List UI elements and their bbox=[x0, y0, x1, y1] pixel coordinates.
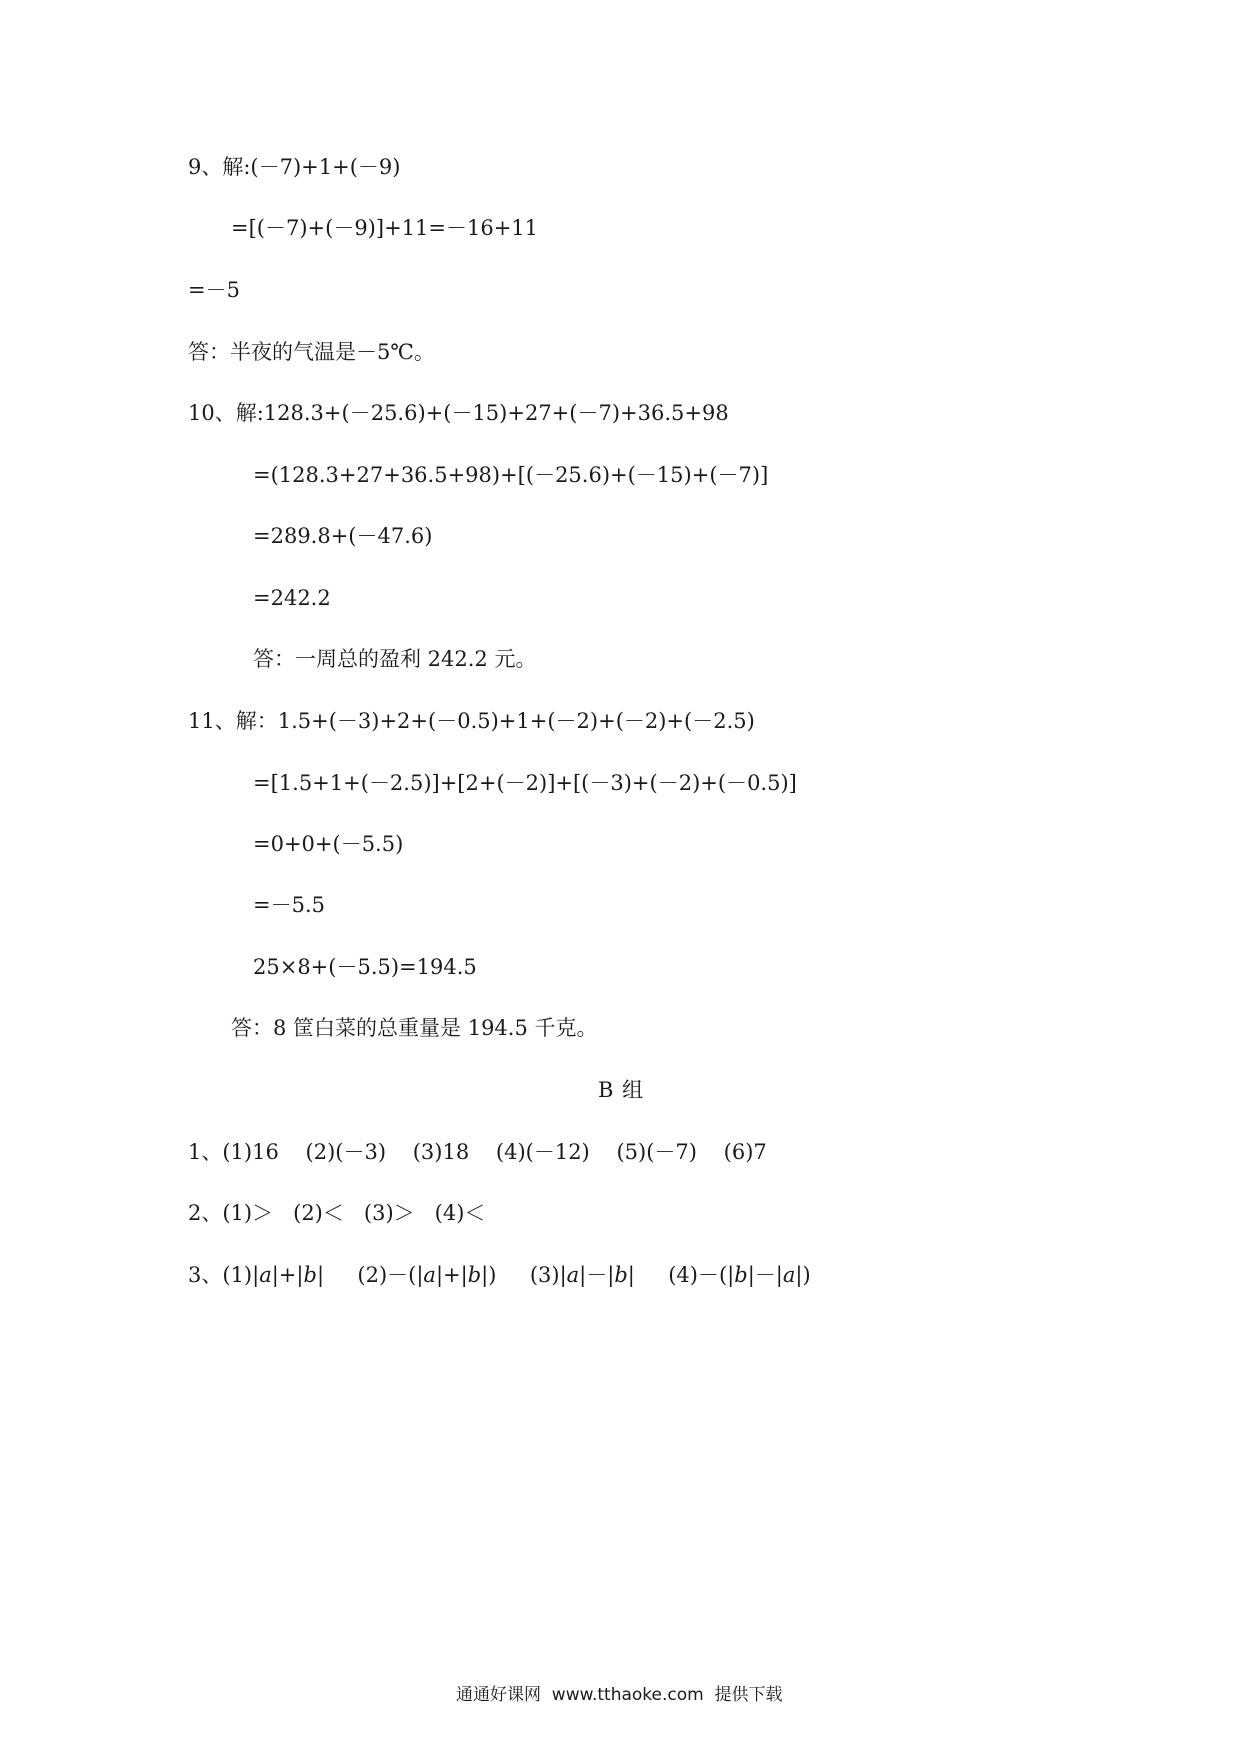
q3-part-3-label: (3) bbox=[529, 1263, 560, 1287]
var-a: a bbox=[423, 1263, 436, 1287]
var-a: a bbox=[259, 1263, 272, 1287]
q10-answer: 答：一周总的盈利 242.2 元。 bbox=[253, 647, 537, 671]
var-b: b bbox=[467, 1263, 482, 1287]
q9-line-1: 9、解:(－7)+1+(－9) bbox=[188, 155, 401, 179]
q3-part-2-label: (2) bbox=[357, 1263, 388, 1287]
q10-line-2: =(128.3+27+36.5+98)+[(－25.6)+(－15)+(－7)] bbox=[253, 463, 769, 487]
q11-line-3: =0+0+(－5.5) bbox=[253, 832, 404, 856]
q11-answer: 答：8 筐白菜的总重量是 194.5 千克。 bbox=[231, 1016, 598, 1040]
q3-prefix: 3、 bbox=[188, 1263, 223, 1287]
q11-line-2: =[1.5+1+(－2.5)]+[2+(－2)]+[(－3)+(－2)+(－0.5)] bbox=[253, 771, 797, 795]
section-b-q1: 1、(1)16 (2)(－3) (3)18 (4)(－12) (5)(－7) (6)7 bbox=[188, 1140, 767, 1164]
q11-line-4: =－5.5 bbox=[253, 893, 325, 917]
q9-answer: 答：半夜的气温是－5℃。 bbox=[188, 340, 435, 364]
section-b-q3: 3、(1)|a|+|b| (2)－(|a|+|b|) (3)|a|－|b| (4)－(|b|－|a|) bbox=[188, 1263, 811, 1287]
var-b: b bbox=[614, 1263, 628, 1287]
section-b-title: B 组 bbox=[598, 1078, 645, 1102]
section-b-q2: 2、(1)＞ (2)＜ (3)＞ (4)＜ bbox=[188, 1201, 486, 1225]
q10-line-1: 10、解:128.3+(－25.6)+(－15)+27+(－7)+36.5+98 bbox=[188, 401, 729, 425]
var-b: b bbox=[734, 1263, 748, 1287]
var-a: a bbox=[566, 1263, 580, 1287]
q3-part-4-label: (4) bbox=[668, 1263, 698, 1287]
q11-line-1: 11、解：1.5+(－3)+2+(－0.5)+1+(－2)+(－2)+(－2.5) bbox=[188, 709, 755, 733]
page-footer: 通通好课网 www.tthaoke.com 提供下载 bbox=[456, 1685, 783, 1705]
q11-line-5: 25×8+(－5.5)=194.5 bbox=[253, 955, 477, 979]
q3-part-1-label: (1) bbox=[222, 1263, 253, 1287]
q10-line-4: =242.2 bbox=[253, 586, 331, 610]
var-b: b bbox=[303, 1263, 317, 1287]
q9-line-2: =[(－7)+(－9)]+11=－16+11 bbox=[231, 216, 539, 240]
var-a: a bbox=[782, 1263, 796, 1287]
q9-line-3: =－5 bbox=[188, 278, 240, 302]
q10-line-3: =289.8+(－47.6) bbox=[253, 524, 433, 548]
